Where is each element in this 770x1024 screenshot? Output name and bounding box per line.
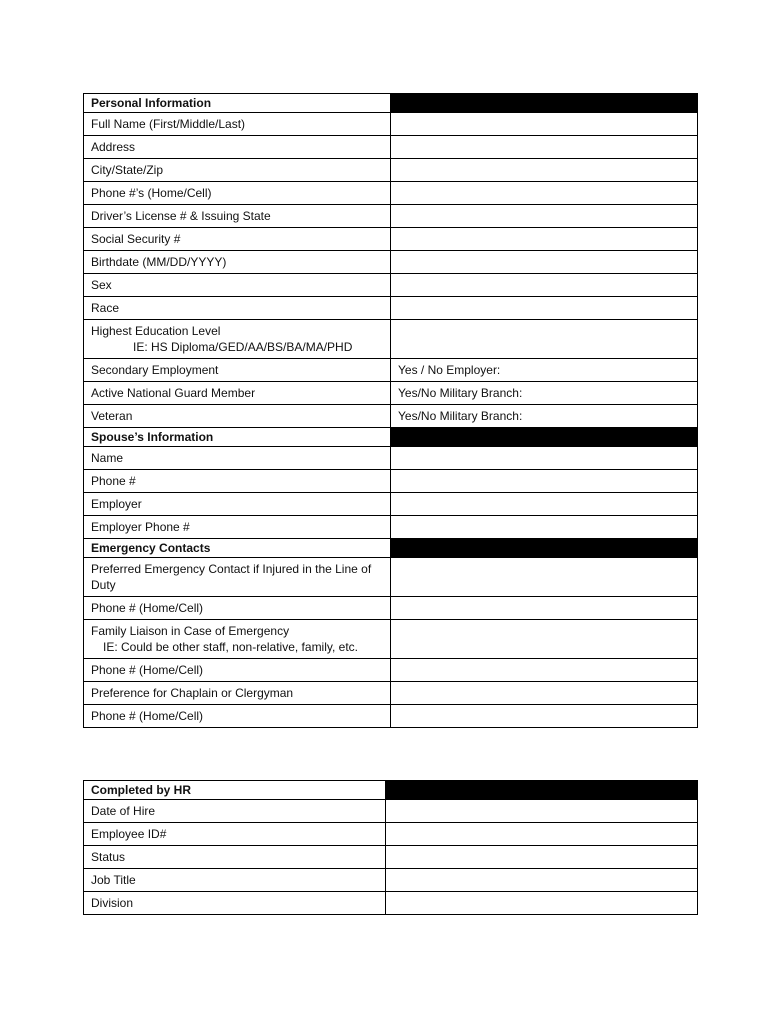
form-row-chaplain — [84, 682, 698, 705]
section-completed-by-hr — [84, 781, 698, 800]
field-label: Employee ID# — [84, 823, 386, 846]
form-row-education — [84, 320, 698, 359]
section-bar — [391, 428, 698, 447]
status-field[interactable] — [386, 846, 698, 869]
field-label: Division — [84, 892, 386, 915]
section-title: Completed by HR — [84, 781, 386, 800]
ssn-field[interactable] — [391, 228, 698, 251]
form-row-employee-id — [84, 823, 698, 846]
hr-form — [83, 780, 698, 915]
veteran-field[interactable]: Yes/No Military Branch: — [391, 405, 698, 428]
education-field[interactable] — [391, 320, 698, 359]
field-label: Employer — [84, 493, 391, 516]
form-row-drivers-license — [84, 205, 698, 228]
form-row-date-of-hire — [84, 800, 698, 823]
field-label: Date of Hire — [84, 800, 386, 823]
field-label: Phone # (Home/Cell) — [84, 597, 391, 620]
spouse-phone-field[interactable] — [391, 470, 698, 493]
section-spouse-information — [84, 428, 698, 447]
section-bar — [386, 781, 698, 800]
address-field[interactable] — [391, 136, 698, 159]
form-row-veteran — [84, 405, 698, 428]
field-label: Job Title — [84, 869, 386, 892]
form-row-division — [84, 892, 698, 915]
chaplain-field[interactable] — [391, 682, 698, 705]
section-bar — [391, 539, 698, 558]
section-bar — [391, 94, 698, 113]
field-label: Status — [84, 846, 386, 869]
education-hint: IE: HS Diploma/GED/AA/BS/BA/MA/PHD — [133, 340, 353, 354]
section-personal-information — [84, 94, 698, 113]
field-label: Active National Guard Member — [84, 382, 391, 405]
section-title: Spouse’s Information — [84, 428, 391, 447]
form-row-phone — [84, 182, 698, 205]
field-label: Social Security # — [84, 228, 391, 251]
section-title: Personal Information — [84, 94, 391, 113]
liaison-phone-field[interactable] — [391, 659, 698, 682]
field-label: Veteran — [84, 405, 391, 428]
field-label: Preference for Chaplain or Clergyman — [84, 682, 391, 705]
field-label — [84, 320, 391, 359]
form-row-spouse-employer — [84, 493, 698, 516]
field-label: Race — [84, 297, 391, 320]
field-label: Employer Phone # — [84, 516, 391, 539]
field-label: Birthdate (MM/DD/YYYY) — [84, 251, 391, 274]
form-row-race — [84, 297, 698, 320]
employee-id-field[interactable] — [386, 823, 698, 846]
form-row-job-title — [84, 869, 698, 892]
birthdate-field[interactable] — [391, 251, 698, 274]
field-label: Phone # (Home/Cell) — [84, 659, 391, 682]
field-label: Secondary Employment — [84, 359, 391, 382]
field-label: Address — [84, 136, 391, 159]
spouse-name-field[interactable] — [391, 447, 698, 470]
form-row-preferred-phone — [84, 597, 698, 620]
field-label: Driver’s License # & Issuing State — [84, 205, 391, 228]
form-row-status — [84, 846, 698, 869]
education-label: Highest Education Level — [91, 324, 221, 338]
field-label: Phone # — [84, 470, 391, 493]
form-row-full-name — [84, 113, 698, 136]
section-emergency-contacts — [84, 539, 698, 558]
form-row-sex — [84, 274, 698, 297]
field-label: City/State/Zip — [84, 159, 391, 182]
spouse-employer-field[interactable] — [391, 493, 698, 516]
form-row-national-guard — [84, 382, 698, 405]
form-row-birthdate — [84, 251, 698, 274]
drivers-license-field[interactable] — [391, 205, 698, 228]
field-label — [84, 620, 391, 659]
field-label: Preferred Emergency Contact if Injured in the Line of Duty — [84, 558, 391, 597]
field-label: Sex — [84, 274, 391, 297]
preferred-contact-field[interactable] — [391, 558, 698, 597]
form-row-liaison-phone — [84, 659, 698, 682]
secondary-employment-field[interactable]: Yes / No Employer: — [391, 359, 698, 382]
date-of-hire-field[interactable] — [386, 800, 698, 823]
form-row-ssn — [84, 228, 698, 251]
section-title: Emergency Contacts — [84, 539, 391, 558]
national-guard-field[interactable]: Yes/No Military Branch: — [391, 382, 698, 405]
form-row-spouse-employer-phone — [84, 516, 698, 539]
form-row-preferred-contact — [84, 558, 698, 597]
form-row-address — [84, 136, 698, 159]
form-row-secondary-employment — [84, 359, 698, 382]
field-label: Phone #’s (Home/Cell) — [84, 182, 391, 205]
phone-field[interactable] — [391, 182, 698, 205]
employee-info-form — [83, 93, 698, 728]
race-field[interactable] — [391, 297, 698, 320]
family-liaison-hint: IE: Could be other staff, non-relative, family, etc. — [103, 640, 359, 654]
division-field[interactable] — [386, 892, 698, 915]
field-label: Phone # (Home/Cell) — [84, 705, 391, 728]
chaplain-phone-field[interactable] — [391, 705, 698, 728]
job-title-field[interactable] — [386, 869, 698, 892]
form-row-chaplain-phone — [84, 705, 698, 728]
form-row-city-state-zip — [84, 159, 698, 182]
spouse-employer-phone-field[interactable] — [391, 516, 698, 539]
form-row-spouse-phone — [84, 470, 698, 493]
field-label: Full Name (First/Middle/Last) — [84, 113, 391, 136]
family-liaison-label: Family Liaison in Case of Emergency — [91, 624, 290, 638]
field-label: Name — [84, 447, 391, 470]
sex-field[interactable] — [391, 274, 698, 297]
form-row-spouse-name — [84, 447, 698, 470]
form-row-family-liaison — [84, 620, 698, 659]
full-name-field[interactable] — [391, 113, 698, 136]
city-state-zip-field[interactable] — [391, 159, 698, 182]
family-liaison-field[interactable] — [391, 620, 698, 659]
preferred-phone-field[interactable] — [391, 597, 698, 620]
